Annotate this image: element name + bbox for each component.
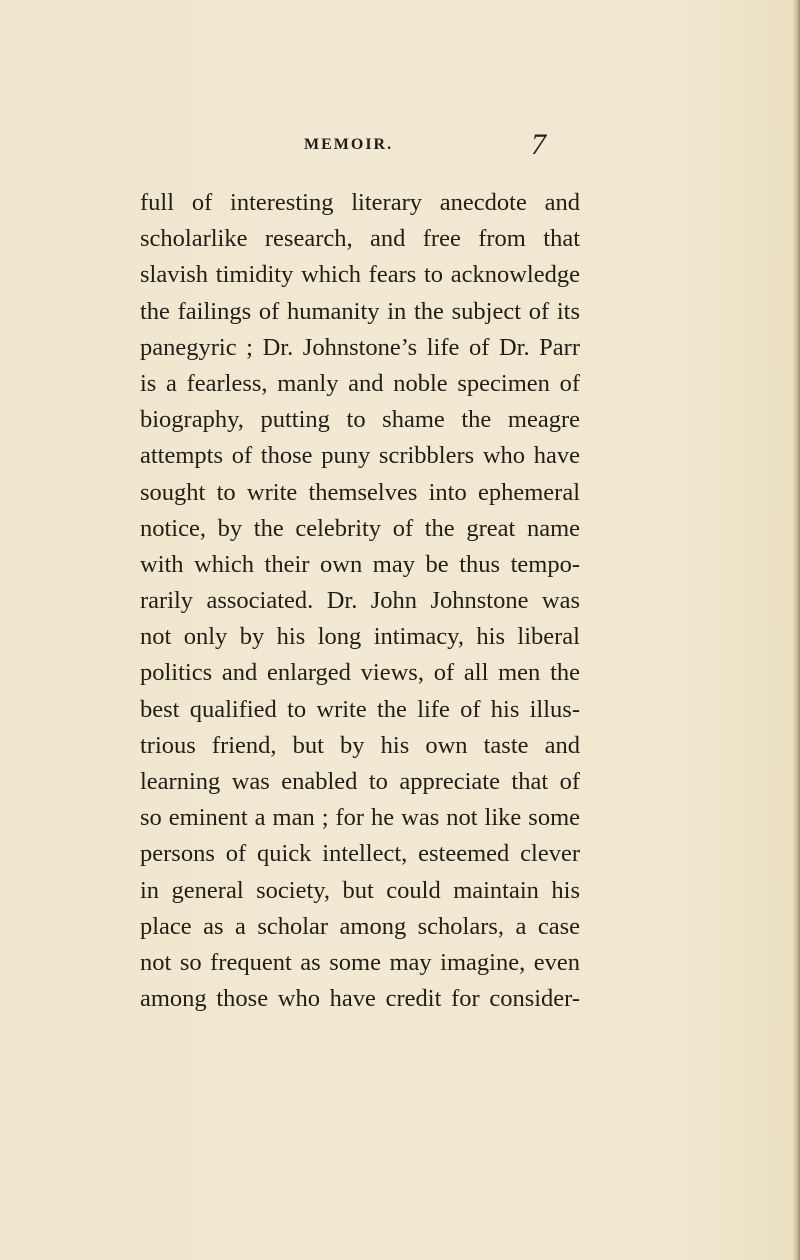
page-edge-shadow bbox=[792, 0, 800, 1260]
text-line: best qualified to write the life of his illus- bbox=[140, 695, 580, 723]
text-line: panegyric ; Dr. Johnstone’s life of Dr. Parr bbox=[140, 333, 580, 361]
text-line: scholarlike research, and free from that bbox=[140, 225, 580, 253]
text-line: attempts of those puny scribblers who have bbox=[140, 442, 580, 470]
text-line: notice, by the celebrity of the great name bbox=[140, 514, 580, 542]
text-line: slavish timidity which fears to acknowledge bbox=[140, 261, 580, 289]
text-line: not so frequent as some may imagine, even bbox=[140, 948, 580, 976]
text-line: with which their own may be thus tempo- bbox=[140, 550, 580, 578]
page-number: 7 bbox=[531, 128, 546, 161]
body-text bbox=[140, 185, 580, 1017]
text-line: biography, putting to shame the meagre bbox=[140, 406, 580, 434]
text-line: in general society, but could maintain his bbox=[140, 876, 580, 904]
text-line: full of interesting literary anecdote and bbox=[140, 189, 580, 216]
page-header bbox=[0, 128, 800, 168]
text-line: sought to write themselves into ephemeral bbox=[140, 478, 580, 506]
text-line: place as a scholar among scholars, a case bbox=[140, 912, 580, 940]
text-line: the failings of humanity in the subject of its bbox=[140, 297, 580, 325]
text-line: learning was enabled to appreciate that of bbox=[140, 768, 580, 795]
text-line: persons of quick intellect, esteemed clever bbox=[140, 840, 580, 868]
text-line: politics and enlarged views, of all men the bbox=[140, 659, 580, 687]
text-line: so eminent a man ; for he was not like some bbox=[140, 804, 580, 832]
running-head: MEMOIR. bbox=[304, 136, 394, 153]
text-line: is a fearless, manly and noble specimen of bbox=[140, 369, 580, 397]
text-line: rarily associated. Dr. John Johnstone was bbox=[140, 587, 580, 615]
text-line: trious friend, but by his own taste and bbox=[140, 731, 580, 759]
text-line: among those who have credit for consider- bbox=[140, 985, 580, 1013]
text-line: not only by his long intimacy, his liberal bbox=[140, 623, 580, 651]
